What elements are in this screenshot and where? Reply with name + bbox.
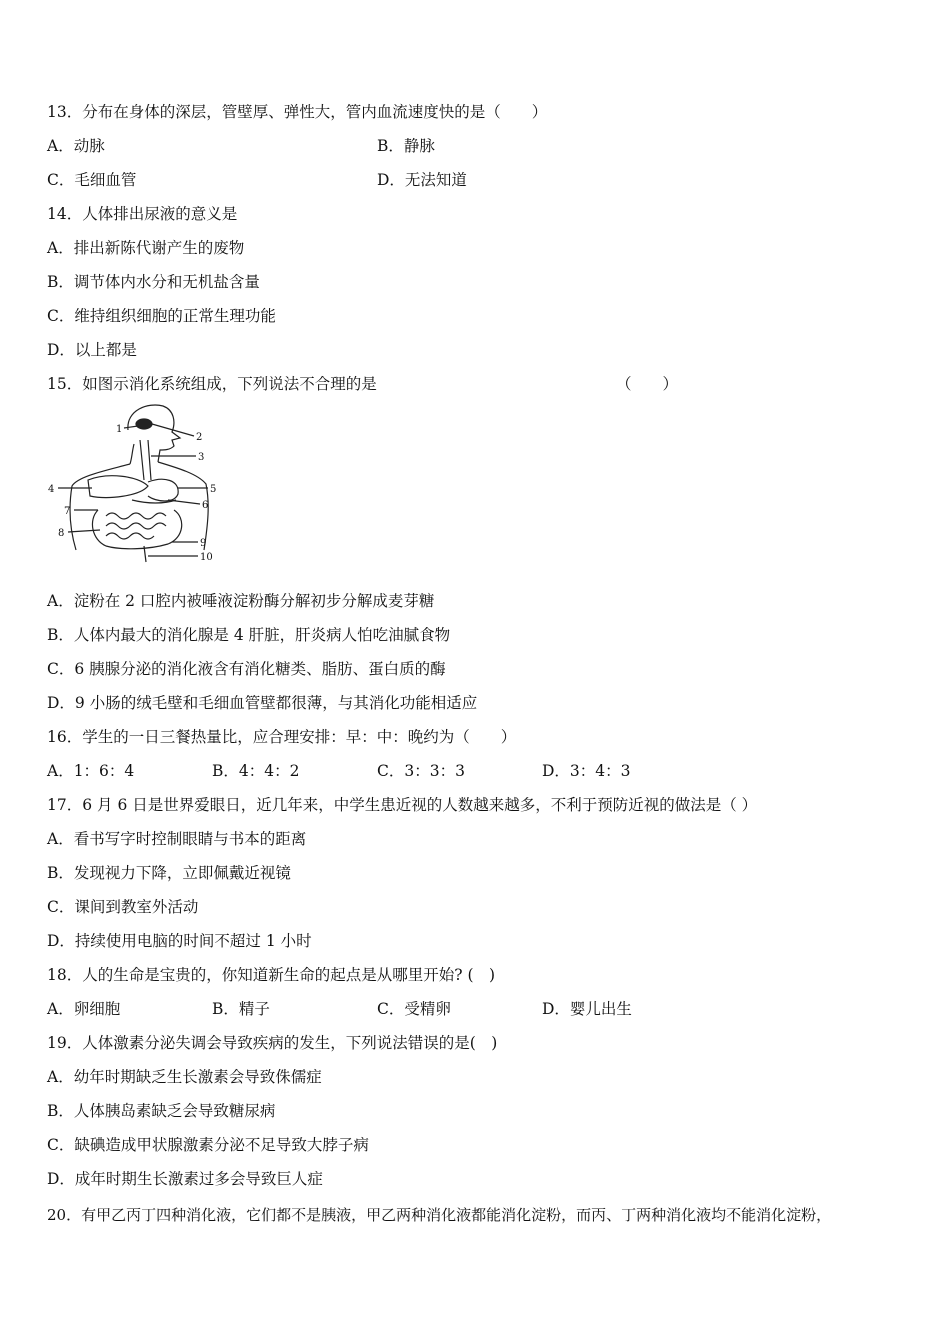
q17-stem: 17．6 月 6 日是世界爱眼日，近几年来，中学生患近视的人数越来越多，不利于预防近视的做法是（ ） (47, 796, 758, 814)
q19-option-a: A．幼年时期缺乏生长激素会导致侏儒症 (47, 1068, 322, 1086)
q19-stem: 19．人体激素分泌失调会导致疾病的发生，下列说法错误的是( ) (47, 1034, 498, 1052)
q16-option-d: D．3：4：3 (542, 762, 631, 780)
q17-option-b: B．发现视力下降，立即佩戴近视镜 (47, 864, 291, 882)
q14-option-c: C．维持组织细胞的正常生理功能 (47, 307, 276, 325)
q15-option-a: A．淀粉在 2 口腔内被唾液淀粉酶分解初步分解成麦芽糖 (47, 592, 435, 610)
q19-option-b: B．人体胰岛素缺乏会导致糖尿病 (47, 1102, 276, 1120)
q14-option-d: D．以上都是 (47, 341, 137, 359)
q13-option-a: A．动脉 (47, 137, 105, 155)
q13-option-b: B．静脉 (377, 137, 435, 155)
figure-label-3: 3 (198, 452, 205, 463)
q13-stem: 13．分布在身体的深层，管壁厚、弹性大，管内血流速度快的是（ ） (47, 103, 548, 121)
digestive-system-figure (48, 400, 223, 568)
figure-label-10: 10 (200, 552, 213, 563)
figure-label-5: 5 (210, 484, 217, 495)
q14-stem: 14．人体排出尿液的意义是 (47, 205, 238, 223)
q18-option-d: D．婴儿出生 (542, 1000, 632, 1018)
q14-option-b: B．调节体内水分和无机盐含量 (47, 273, 260, 291)
q18-option-a: A．卵细胞 (47, 1000, 121, 1018)
q15-option-b: B．人体内最大的消化腺是 4 肝脏，肝炎病人怕吃油腻食物 (47, 626, 451, 644)
q16-option-a: A．1：6：4 (47, 762, 135, 780)
figure-label-1: 1 (116, 424, 123, 435)
q18-option-c: C．受精卵 (377, 1000, 451, 1018)
q15-answer-paren: （ ） (616, 375, 679, 393)
figure-label-7: 7 (64, 506, 71, 517)
q17-option-a: A．看书写字时控制眼睛与书本的距离 (47, 830, 307, 848)
q18-stem: 18．人的生命是宝贵的，你知道新生命的起点是从哪里开始? ( ) (47, 966, 496, 984)
figure-label-8: 8 (58, 528, 65, 539)
q15-stem: 15．如图示消化系统组成，下列说法不合理的是 (47, 375, 377, 393)
q19-option-d: D．成年时期生长激素过多会导致巨人症 (47, 1170, 323, 1188)
q16-option-c: C．3：3：3 (377, 762, 465, 780)
q17-option-d: D．持续使用电脑的时间不超过 1 小时 (47, 932, 312, 950)
q19-option-c: C．缺碘造成甲状腺激素分泌不足导致大脖子病 (47, 1136, 369, 1154)
q14-option-a: A．排出新陈代谢产生的废物 (47, 239, 245, 257)
figure-label-4: 4 (48, 484, 55, 495)
figure-label-6: 6 (202, 500, 209, 511)
q16-stem: 16．学生的一日三餐热量比，应合理安排：早：中：晚约为（ ） (47, 728, 517, 746)
q13-option-d: D．无法知道 (377, 171, 467, 189)
q15-option-d: D．9 小肠的绒毛壁和毛细血管壁都很薄，与其消化功能相适应 (47, 694, 478, 712)
figure-label-9: 9 (200, 538, 207, 549)
q20-stem: 20．有甲乙丙丁四种消化液，它们都不是胰液，甲乙两种消化液都能消化淀粉，而丙、丁两种消化液均不能消化淀粉， (47, 1206, 832, 1224)
q15-option-c: C．6 胰腺分泌的消化液含有消化糖类、脂肪、蛋白质的酶 (47, 660, 446, 678)
q13-option-c: C．毛细血管 (47, 171, 137, 189)
figure-label-2: 2 (196, 432, 203, 443)
q16-option-b: B．4：4：2 (212, 762, 300, 780)
q18-option-b: B．精子 (212, 1000, 270, 1018)
q17-option-c: C．课间到教室外活动 (47, 898, 199, 916)
